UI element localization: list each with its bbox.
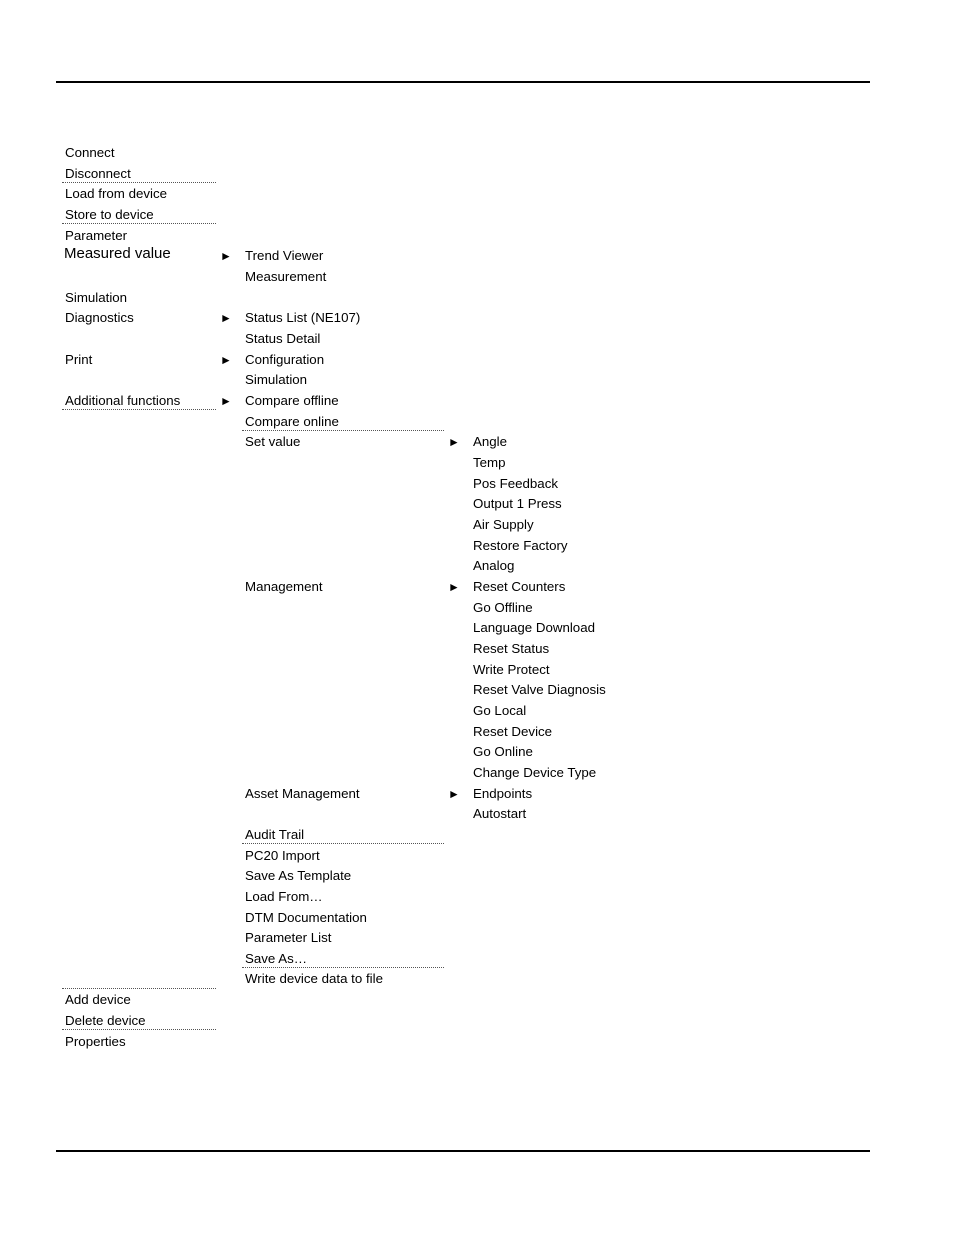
submenu-arrow-icon: ► bbox=[448, 580, 460, 594]
menu-item-set-value[interactable]: Set value bbox=[245, 434, 301, 449]
menu-item-dtm-documentation[interactable]: DTM Documentation bbox=[245, 910, 367, 925]
submenu-arrow-icon: ► bbox=[220, 311, 232, 325]
submenu-arrow-icon: ► bbox=[220, 394, 232, 408]
menu-item-output-1-press[interactable]: Output 1 Press bbox=[473, 496, 562, 511]
separator bbox=[242, 967, 444, 968]
menu-item-connect[interactable]: Connect bbox=[65, 145, 115, 160]
menu-item-reset-status[interactable]: Reset Status bbox=[473, 641, 550, 656]
menu-item-measurement[interactable]: Measurement bbox=[245, 269, 327, 284]
menu-item-delete-device[interactable]: Delete device bbox=[65, 1013, 146, 1028]
menu-item-temp[interactable]: Temp bbox=[473, 455, 506, 470]
menu-item-print-simulation[interactable]: Simulation bbox=[245, 372, 308, 387]
menu-item-disconnect[interactable]: Disconnect bbox=[65, 166, 131, 181]
menu-item-parameter[interactable]: Parameter bbox=[65, 228, 128, 243]
menu-item-store-to-device[interactable]: Store to device bbox=[65, 207, 154, 222]
separator bbox=[62, 223, 216, 224]
menu-item-status-list[interactable]: Status List (NE107) bbox=[245, 310, 361, 325]
menu-item-write-device-data[interactable]: Write device data to file bbox=[245, 971, 383, 986]
menu-item-load-from[interactable]: Load From… bbox=[245, 889, 323, 904]
menu-item-add-device[interactable]: Add device bbox=[65, 992, 131, 1007]
menu-item-management[interactable]: Management bbox=[245, 579, 323, 594]
submenu-arrow-icon: ► bbox=[220, 353, 232, 367]
menu-item-compare-online[interactable]: Compare online bbox=[245, 414, 339, 429]
menu-item-go-local[interactable]: Go Local bbox=[473, 703, 527, 718]
menu-item-reset-device[interactable]: Reset Device bbox=[473, 724, 553, 739]
menu-item-configuration[interactable]: Configuration bbox=[245, 352, 325, 367]
menu-item-reset-counters[interactable]: Reset Counters bbox=[473, 579, 566, 594]
menu-item-pos-feedback[interactable]: Pos Feedback bbox=[473, 476, 559, 491]
submenu-arrow-icon: ► bbox=[448, 435, 460, 449]
separator bbox=[242, 430, 444, 431]
menu-item-audit-trail[interactable]: Audit Trail bbox=[245, 827, 305, 842]
menu-item-language-download[interactable]: Language Download bbox=[473, 620, 595, 635]
menu-item-analog[interactable]: Analog bbox=[473, 558, 515, 573]
menu-item-save-as[interactable]: Save As… bbox=[245, 951, 308, 966]
menu-item-additional-functions[interactable]: Additional functions bbox=[65, 393, 181, 408]
menu-item-reset-valve-diagnosis[interactable]: Reset Valve Diagnosis bbox=[473, 682, 606, 697]
separator bbox=[62, 409, 216, 410]
menu-item-parameter-list[interactable]: Parameter List bbox=[245, 930, 332, 945]
menu-item-status-detail[interactable]: Status Detail bbox=[245, 331, 321, 346]
menu-item-restore-factory[interactable]: Restore Factory bbox=[473, 538, 568, 553]
menu-item-go-online[interactable]: Go Online bbox=[473, 744, 533, 759]
menu-item-air-supply[interactable]: Air Supply bbox=[473, 517, 534, 532]
menu-item-endpoints[interactable]: Endpoints bbox=[473, 786, 533, 801]
separator bbox=[242, 843, 444, 844]
separator bbox=[62, 988, 216, 989]
menu-item-measured-value[interactable]: Measured value bbox=[64, 245, 171, 262]
menu-item-compare-offline[interactable]: Compare offline bbox=[245, 393, 339, 408]
menu-item-pc20-import[interactable]: PC20 Import bbox=[245, 848, 320, 863]
menu-item-print[interactable]: Print bbox=[65, 352, 93, 367]
menu-item-autostart[interactable]: Autostart bbox=[473, 806, 527, 821]
separator bbox=[62, 182, 216, 183]
header-rule bbox=[56, 81, 870, 83]
menu-item-diagnostics[interactable]: Diagnostics bbox=[65, 310, 134, 325]
menu-item-save-as-template[interactable]: Save As Template bbox=[245, 868, 352, 883]
menu-item-angle[interactable]: Angle bbox=[473, 434, 508, 449]
menu-item-trend-viewer[interactable]: Trend Viewer bbox=[245, 248, 324, 263]
footer-rule bbox=[56, 1150, 870, 1152]
menu-item-asset-management[interactable]: Asset Management bbox=[245, 786, 360, 801]
menu-item-simulation[interactable]: Simulation bbox=[65, 290, 128, 305]
menu-item-write-protect[interactable]: Write Protect bbox=[473, 662, 550, 677]
separator bbox=[62, 1029, 216, 1030]
menu-item-go-offline[interactable]: Go Offline bbox=[473, 600, 533, 615]
submenu-arrow-icon: ► bbox=[448, 787, 460, 801]
menu-item-properties[interactable]: Properties bbox=[65, 1034, 126, 1049]
submenu-arrow-icon: ► bbox=[220, 249, 232, 263]
menu-item-load-from-device[interactable]: Load from device bbox=[65, 186, 167, 201]
menu-item-change-device-type[interactable]: Change Device Type bbox=[473, 765, 597, 780]
